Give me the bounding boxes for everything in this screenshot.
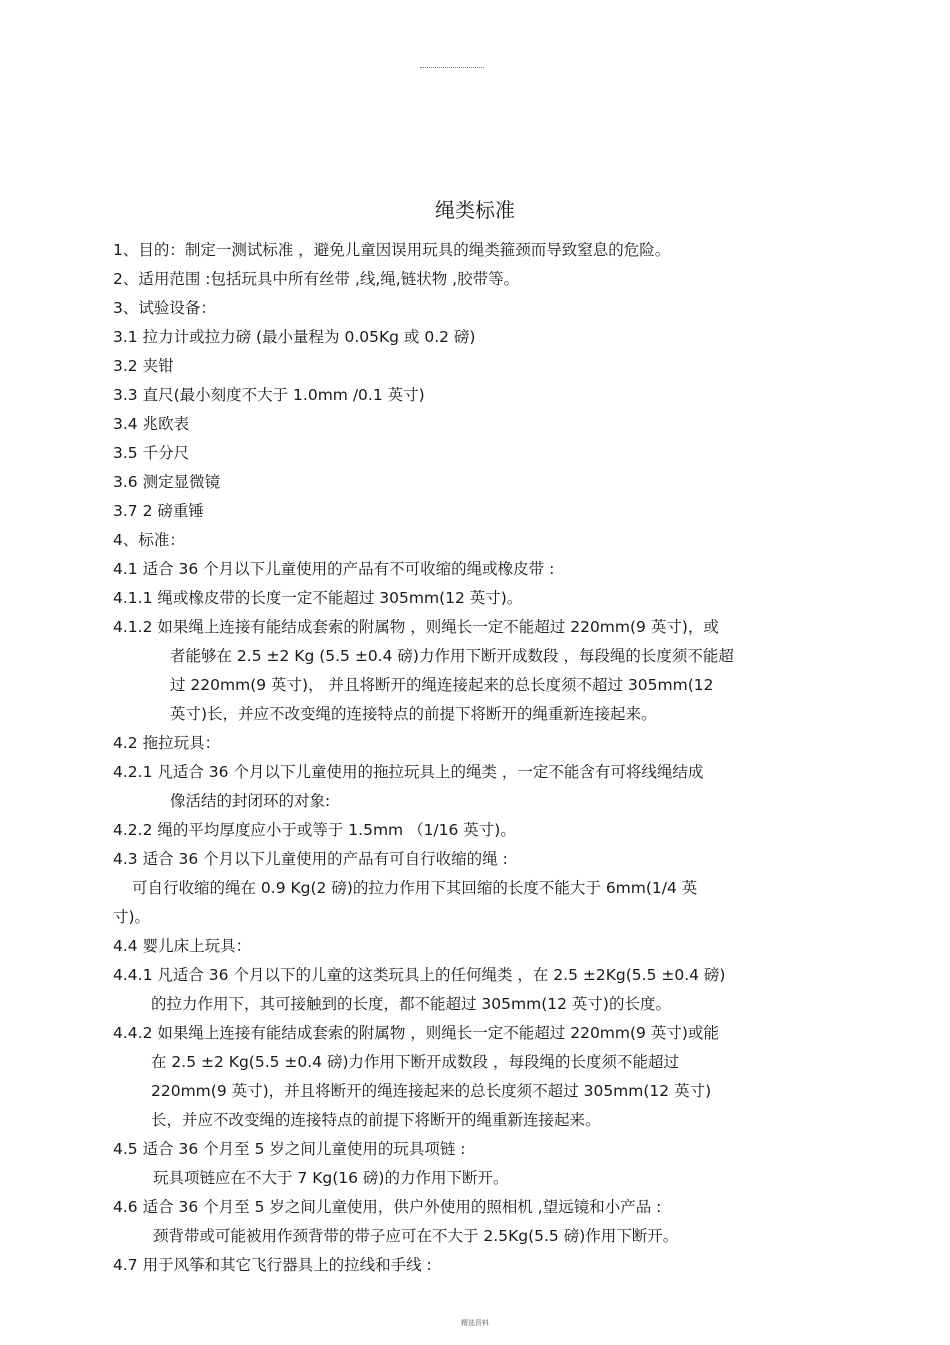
- clause-continuation: 者能够在 2.5 ±2 Kg (5.5 ±0.4 磅)力作用下断开成数段 ，每段绳的长度须不能超: [170, 647, 734, 665]
- clause-continuation: 玩具项链应在不大于 7 Kg(16 磅)的力作用下断开。: [153, 1169, 509, 1187]
- page-footer: 精选资料: [461, 1319, 489, 1327]
- heading-equipment: 3、试验设备：: [113, 299, 216, 317]
- clause-text: 4.3 适合 36 个月以下儿童使用的产品有可自行收缩的绳 :: [113, 850, 508, 868]
- equipment-item: 3.6 测定显微镜: [113, 473, 221, 491]
- clause-continuation: 英寸)长，并应不改变绳的连接特点的前提下将断开的绳重新连接起来。: [170, 705, 657, 723]
- equipment-item: 3.7 2 磅重锤: [113, 502, 204, 520]
- clause-continuation: 220mm(9 英寸)，并且将断开的绳连接起来的总长度须不超过 305mm(12 英寸): [151, 1082, 712, 1100]
- clause-text: 4.7 用于风筝和其它飞行器具上的拉线和手线 :: [113, 1256, 432, 1274]
- clause-continuation: 像活结的封闭环的对象:: [170, 792, 331, 810]
- equipment-item: 3.1 拉力计或拉力磅 (最小量程为 0.05Kg 或 0.2 磅): [113, 328, 476, 346]
- clause-text: 4.4 婴儿床上玩具：: [113, 937, 252, 955]
- clause-continuation: 在 2.5 ±2 Kg(5.5 ±0.4 磅)力作用下断开成数段 ，每段绳的长度须不能超过: [151, 1053, 679, 1071]
- clause-text: 4.2 拖拉玩具：: [113, 734, 221, 752]
- equipment-item: 3.3 直尺(最小刻度不大于 1.0mm /0.1 英寸): [113, 386, 425, 404]
- clause-continuation: 过 220mm(9 英寸)， 并且将断开的绳连接起来的总长度须不超过 305mm(12: [170, 676, 714, 694]
- clause-continuation: 寸)。: [113, 908, 151, 926]
- document-body: [113, 236, 840, 1280]
- heading-standards: 4、标准：: [113, 531, 185, 549]
- clause-text: 4.6 适合 36 个月至 5 岁之间儿童使用，供户外使用的照相机 ,望远镜和小产品 :: [113, 1198, 662, 1216]
- clause-continuation: 长，并应不改变绳的连接特点的前提下将断开的绳重新连接起来。: [151, 1111, 601, 1129]
- clause-text: 4.1 适合 36 个月以下儿童使用的产品有不可收缩的绳或橡皮带 :: [113, 560, 555, 578]
- clause-text: 4.2.2 绳的平均厚度应小于或等于 1.5mm （1/16 英寸)。: [113, 821, 516, 839]
- clause-text: 4.4.2 如果绳上连接有能结成套索的附属物 ，则绳长一定不能超过 220mm(9 英寸)或能: [113, 1024, 719, 1042]
- header-rule: [420, 67, 484, 68]
- clause-text: 4.2.1 凡适合 36 个月以下儿童使用的拖拉玩具上的绳类 ，一定不能含有可将线绳结成: [113, 763, 704, 781]
- document-title: 绳类标准: [435, 198, 515, 222]
- clause-text: 4.1.2 如果绳上连接有能结成套索的附属物 ，则绳长一定不能超过 220mm(9 英寸)，或: [113, 618, 719, 636]
- clause-continuation: 的拉力作用下，其可接触到的长度，都不能超过 305mm(12 英寸)的长度。: [151, 995, 671, 1013]
- clause-text: 4.4.1 凡适合 36 个月以下的儿童的这类玩具上的任何绳类 ，在 2.5 ±2Kg(5.5 ±0.4 磅): [113, 966, 726, 984]
- equipment-item: 3.4 兆欧表: [113, 415, 190, 433]
- paragraph-scope: 2、适用范围 :包括玩具中所有丝带 ,线,绳,链状物 ,胶带等。: [113, 270, 520, 288]
- clause-continuation: 颈背带或可能被用作颈背带的带子应可在不大于 2.5Kg(5.5 磅)作用下断开。: [153, 1227, 679, 1245]
- paragraph-purpose: 1、目的：制定一测试标准 ，避免儿童因误用玩具的绳类箍颈而导致窒息的危险。: [113, 241, 671, 259]
- equipment-item: 3.5 千分尺: [113, 444, 190, 462]
- equipment-item: 3.2 夹钳: [113, 357, 174, 375]
- clause-text: 4.1.1 绳或橡皮带的长度一定不能超过 305mm(12 英寸)。: [113, 589, 523, 607]
- clause-continuation: 可自行收缩的绳在 0.9 Kg(2 磅)的拉力作用下其回缩的长度不能大于 6mm(1/4 英: [132, 879, 698, 897]
- clause-text: 4.5 适合 36 个月至 5 岁之间儿童使用的玩具项链 :: [113, 1140, 466, 1158]
